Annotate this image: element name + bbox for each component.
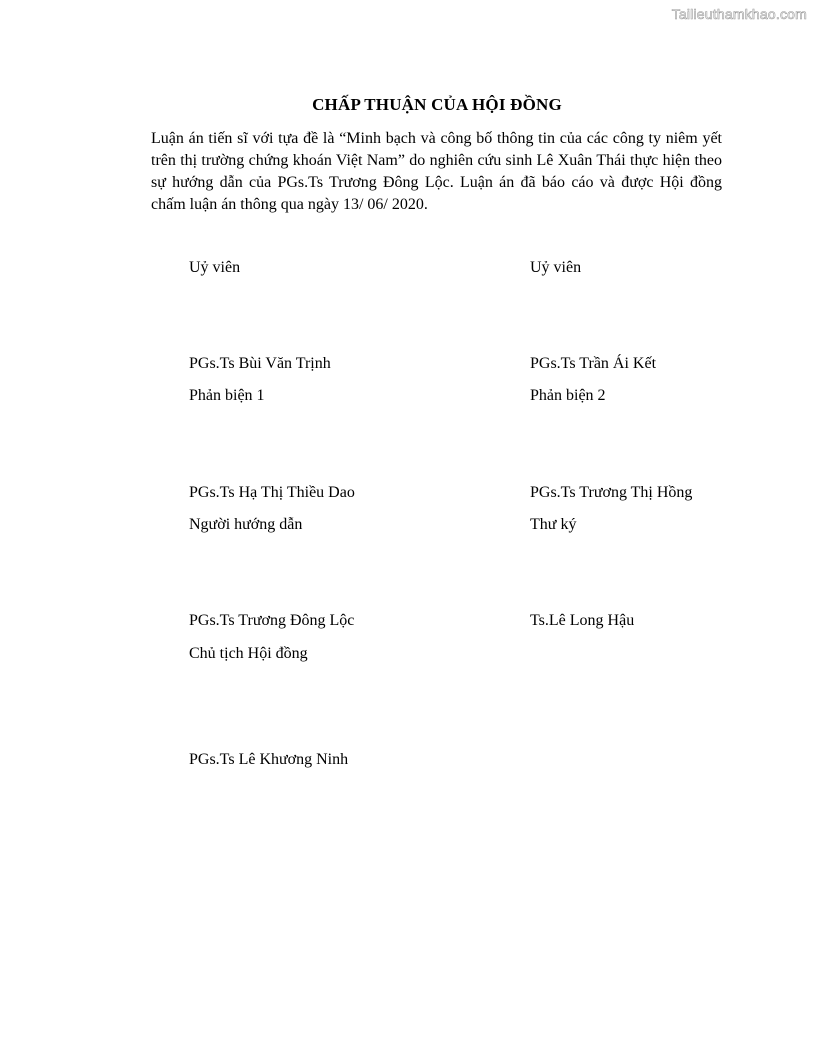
left-role-1: Uỷ viên [189, 259, 241, 276]
left-name-2: PGs.Ts Hạ Thị Thiều Dao [189, 484, 355, 501]
left-role-4: Chủ tịch Hội đồng [189, 645, 308, 662]
right-name-1: PGs.Ts Trần Ái Kết [530, 355, 657, 372]
intro-paragraph: Luận án tiến sĩ với tựa đề là “Minh bạch và công bố thông tin của các công ty niêm yết trên thị trường chứng khoán Việt Nam” do nghiên cứu sinh Lê Xuân Thái thực hiện theo sự hướng dẫn của PGs.Ts Trương Đông Lộc. Luận án đã báo cáo và được Hội đồng chấm luận án thông qua ngày 13/ 06/ 2020. [151, 130, 722, 213]
left-name-3: PGs.Ts Trương Đông Lộc [189, 612, 355, 629]
left-role-3: Người hướng dẫn [189, 516, 303, 533]
page-title: CHẤP THUẬN CỦA HỘI ĐỒNG [312, 95, 562, 114]
left-role-2: Phản biện 1 [189, 387, 265, 404]
right-name-3: Ts.Lê Long Hậu [530, 612, 635, 629]
left-name-4: PGs.Ts Lê Khương Ninh [189, 751, 349, 768]
watermark-text: Tailieuthamkhao.com [671, 6, 807, 22]
right-name-2: PGs.Ts Trương Thị Hồng [530, 484, 693, 501]
right-role-1: Uỷ viên [530, 259, 582, 276]
right-role-3: Thư ký [530, 516, 577, 533]
right-role-2: Phản biện 2 [530, 387, 606, 404]
left-name-1: PGs.Ts Bùi Văn Trịnh [189, 355, 331, 372]
